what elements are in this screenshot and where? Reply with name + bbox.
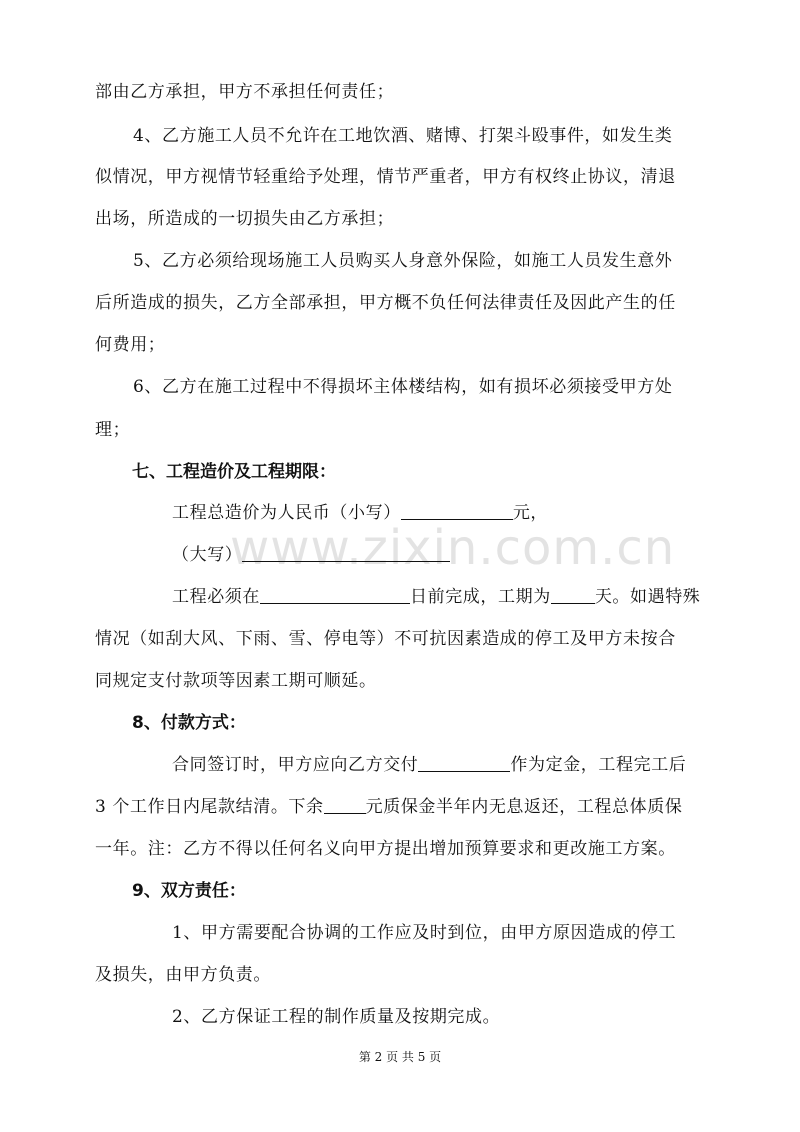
text-line: 及损失，由甲方负责。 <box>95 965 271 985</box>
text-line: 出场，所造成的一切损失由乙方承担； <box>95 209 395 229</box>
payment-line: 合同签订时，甲方应向乙方交付 作为定金，工程完工后 <box>172 755 687 775</box>
text-line: 1、甲方需要配合协调的工作应及时到位，由甲方原因造成的停工 <box>172 923 677 943</box>
watermark: www.zixin.com.cn <box>230 520 676 576</box>
text-line: 何费用； <box>95 335 166 355</box>
text-line: 部由乙方承担，甲方不承担任何责任； <box>95 82 395 102</box>
price-small-blank <box>401 501 513 520</box>
retention-line: 3 个工作日内尾款结清。下余 元质保金半年内无息返还，工程总体质保 <box>95 797 683 817</box>
text-line: 一年。注：乙方不得以任何名义向甲方提出增加预算要求和更改施工方案。 <box>95 839 676 859</box>
section-heading: 8、付款方式： <box>132 713 246 733</box>
page-number: 第 2 页 共 5 页 <box>358 1050 442 1064</box>
price-capital-blank <box>242 543 450 562</box>
retention-blank <box>324 795 366 814</box>
deposit-blank <box>418 753 510 772</box>
schedule-line: 工程必须在 日前完成，工期为 天。如遇特殊 <box>172 587 701 607</box>
text-line: 后所造成的损失，乙方全部承担，甲方概不负任何法律责任及因此产生的任 <box>95 293 676 313</box>
price-small-line: 工程总造价为人民币（小写） 元， <box>172 503 549 523</box>
text-line: 4、乙方施工人员不允许在工地饮酒、赌博、打架斗殴事件，如发生类 <box>133 126 673 146</box>
price-capital-line: （大写） <box>172 543 792 567</box>
text-line: 情况（如刮大风、下雨、雪、停电等）不可抗因素造成的停工及甲方未按合 <box>95 629 676 649</box>
text-line: 2、乙方保证工程的制作质量及按期完成。 <box>172 1007 501 1027</box>
text-line: 似情况，甲方视情节轻重给予处理，情节严重者，甲方有权终止协议，清退 <box>95 167 676 187</box>
text-line: 理； <box>95 420 131 440</box>
section-heading: 9、双方责任： <box>132 881 246 901</box>
text-line: 5、乙方必须给现场施工人员购买人身意外保险，如施工人员发生意外 <box>133 251 673 271</box>
duration-days-blank <box>551 585 595 604</box>
section-heading: 七、工程造价及工程期限： <box>132 462 336 482</box>
text-line: 6、乙方在施工过程中不得损坏主体楼结构，如有损坏必须接受甲方处 <box>133 377 673 397</box>
text-line: 同规定支付款项等因素工期可顺延。 <box>95 671 377 691</box>
completion-date-blank <box>260 585 410 604</box>
